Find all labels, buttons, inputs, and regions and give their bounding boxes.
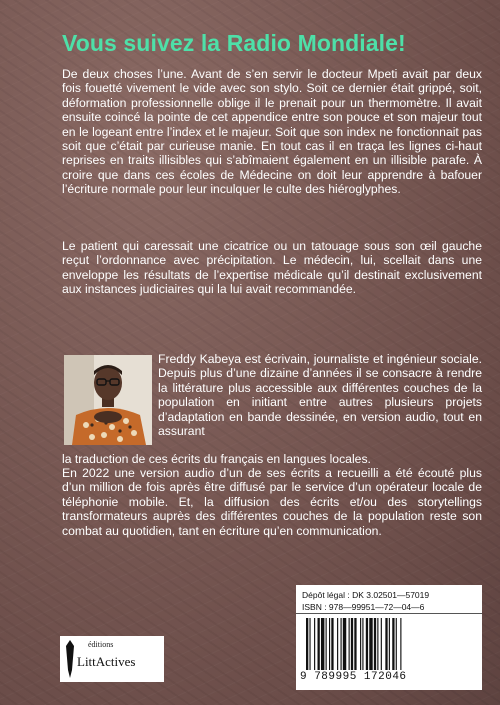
barcode-box	[296, 585, 482, 690]
isbn-line: ISBN : 978—99951—72—04—6	[302, 602, 425, 612]
excerpt-paragraph-1: De deux choses l’une. Avant de s’en servir le docteur Mpeti avait par deux fois fouetté vivement le vide avec son stylo. Soit ce dernier était grippé, soit, déformation professionnelle oblige il le prenait pour un thermomètre. Il avait ensuite coincé la pointe de cet appendice entre son pouce et son majeur tout en le logeant entre l’index et le majeur. Soit que son index ne fonctionnait pas soit que c’était par curieuse manie. En tout cas il en traça les lignes ci-haut reprises en traits illisibles qui s’abîmaient également en un illisible parafe. À croire que dans ces écoles de Médecine on doit leur apprendre à bafouer l’écriture normale pour leur inculquer le culte des hiéroglyphes.	[62, 67, 482, 197]
barcode-divider	[296, 613, 482, 614]
barcode-bars	[304, 618, 476, 670]
publisher-name: LittActives	[77, 654, 136, 669]
back-cover-title: Vous suivez la Radio Mondiale!	[62, 30, 406, 56]
excerpt-paragraph-2: Le patient qui caressait une cicatrice ou un tatouage sous son œil gauche reçut l’ordonnance avec précipitation. Le médecin, lui, scellait dans une enveloppe les résultats de l’expertise médicale qu’il destinait exclusivement aux instances judiciaires qui la lui avait recommandée.	[62, 239, 482, 297]
quill-icon	[64, 640, 76, 678]
depot-legal: Dépôt légal : DK 3.02501—57019	[302, 590, 430, 600]
author-bio-more: En 2022 une version audio d’un de ses écrits a recueilli a été écouté plus d’un million de fois après être diffusé par le service d’un opérateur locale de téléphonie mobile. Et, la diffusion des écrits et/ou des storytellings transformateurs auprès des différentes couches de la population reste son combat au quotidien, tant en écriture qu’en communication.	[62, 466, 482, 538]
publisher-logo	[60, 636, 164, 682]
author-photo	[64, 355, 152, 445]
author-bio-continuation: la traduction de ces écrits du français en langues locales.	[62, 452, 371, 466]
barcode-number: 9 789995 172046	[300, 671, 407, 683]
author-bio-wrap: Freddy Kabeya est écrivain, journaliste et ingénieur sociale. Depuis plus d’une dizaine d’années il se consacre à rendre la littérature plus accessible aux différentes couches de la population en initiant entre autres plusieurs projets d’adaptation en bande dessinée, en version audio, tout en assurant	[158, 352, 482, 439]
publisher-prefix: éditions	[88, 640, 114, 649]
